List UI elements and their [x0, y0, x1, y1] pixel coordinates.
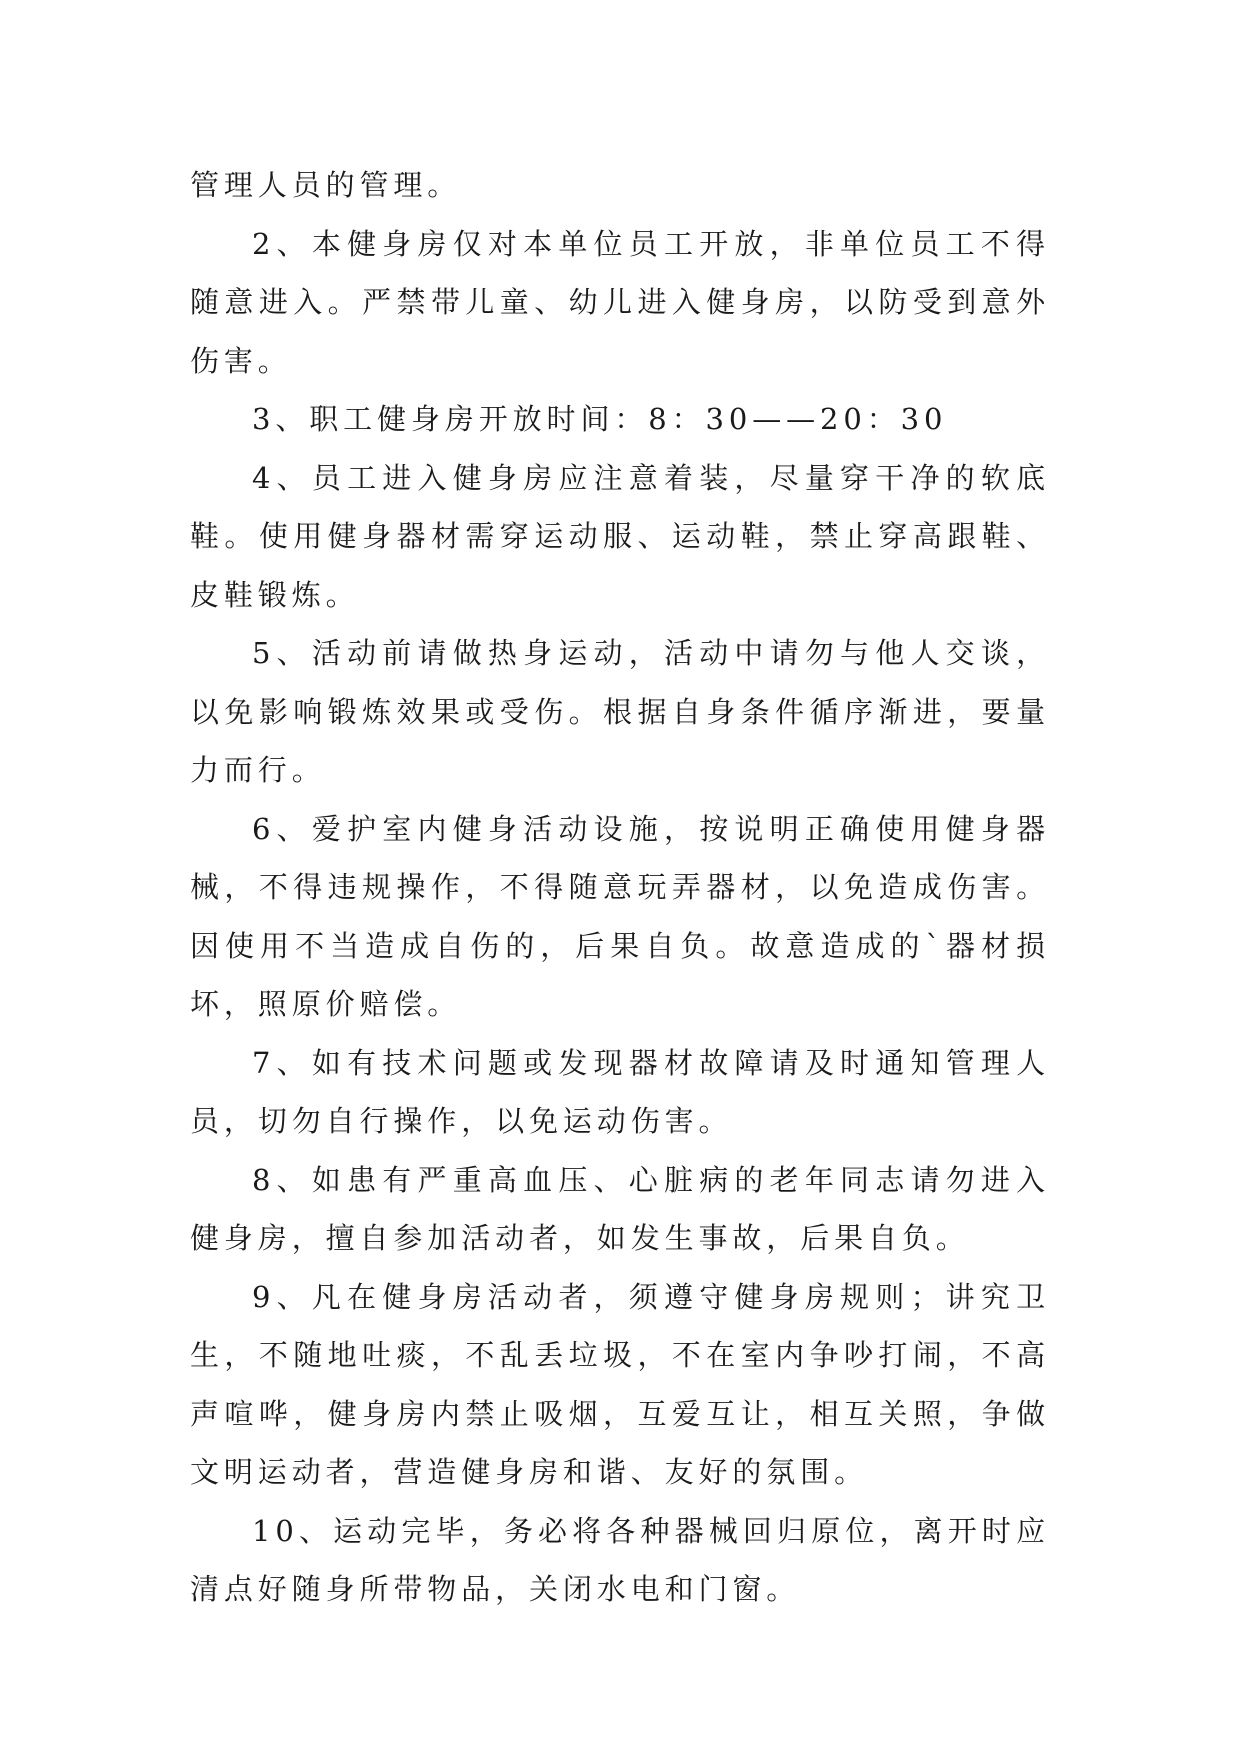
rule-7-paragraph: 7、如有技术问题或发现器材故障请及时通知管理人员，切勿自行操作，以免运动伤害。: [190, 1045, 1050, 1138]
rule-9-paragraph: 9、凡在健身房活动者，须遵守健身房规则；讲究卫生，不随地吐痰，不乱丢垃圾，不在室内争吵打闹，不高声喧哗，健身房内禁止吸烟，互爱互让，相互关照，争做文明运动者，营造健身房和谐、友好的氛围。: [190, 1279, 1050, 1489]
rule-5-paragraph: 5、活动前请做热身运动，活动中请勿与他人交谈，以免影响锻炼效果或受伤。根据自身条件循序渐进，要量力而行。: [190, 636, 1050, 787]
rule-2-paragraph: 2、本健身房仅对本单位员工开放，非单位员工不得随意进入。严禁带儿童、幼儿进入健身房，以防受到意外伤害。: [190, 226, 1050, 378]
rule-10-paragraph: 10、运动完毕，务必将各种器械回归原位，离开时应清点好随身所带物品，关闭水电和门窗。: [190, 1513, 1050, 1606]
rule-4-paragraph: 4、员工进入健身房应注意着装，尽量穿干净的软底鞋。使用健身器材需穿运动服、运动鞋，禁止穿高跟鞋、皮鞋锻炼。: [190, 460, 1050, 612]
rule-8-paragraph: 8、如患有严重高血压、心脏病的老年同志请勿进入健身房，擅自参加活动者，如发生事故，后果自负。: [190, 1162, 1050, 1255]
rule-3-paragraph: 3、职工健身房开放时间：8：30——20：30: [252, 402, 948, 436]
document-body: [190, 156, 1050, 1619]
rule-6-paragraph: 6、爱护室内健身活动设施，按说明正确使用健身器械，不得违规操作，不得随意玩弄器材，以免造成伤害。因使用不当造成自伤的，后果自负。故意造成的`器材损坏，照原价赔偿。: [190, 811, 1050, 1021]
paragraph-continuation: 管理人员的管理。: [190, 168, 462, 202]
